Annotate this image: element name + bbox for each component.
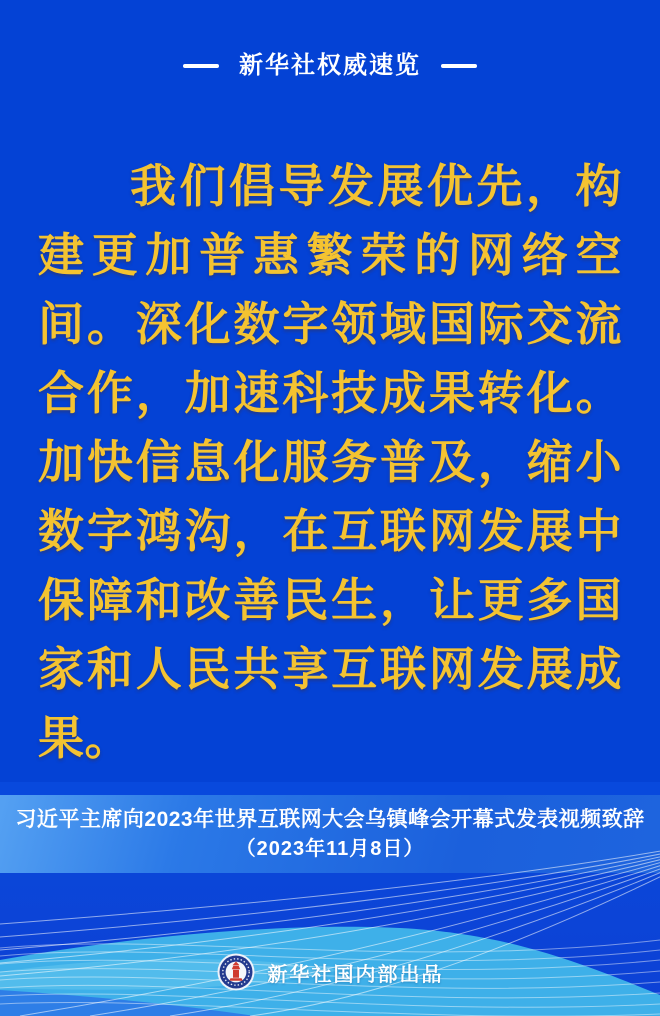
- producer-label: 新华社国内部出品: [267, 963, 444, 986]
- attribution-date: （2023年11月8日）: [235, 838, 425, 861]
- right-dash-decoration: [441, 64, 477, 68]
- attribution-source: 习近平主席向2023年世界互联网大会乌镇峰会开幕式发表视频致辞: [15, 807, 645, 831]
- xinhua-emblem-icon: [217, 953, 255, 991]
- header-banner: [0, 46, 660, 86]
- divider-strip: [0, 782, 660, 795]
- quote-text: 我们倡导发展优先，构建更加普惠繁荣的网络空间。深化数字领域国际交流合作，加速科技成果转化。加快信息化服务普及，缩小数字鸿沟，在互联网发展中保障和改善民生，让更多国家和人民共享互联网发展成果。: [38, 159, 622, 765]
- footer-producer-row: [0, 951, 660, 993]
- left-dash-decoration: [183, 64, 219, 68]
- page-title: 新华社权威速览: [239, 52, 421, 79]
